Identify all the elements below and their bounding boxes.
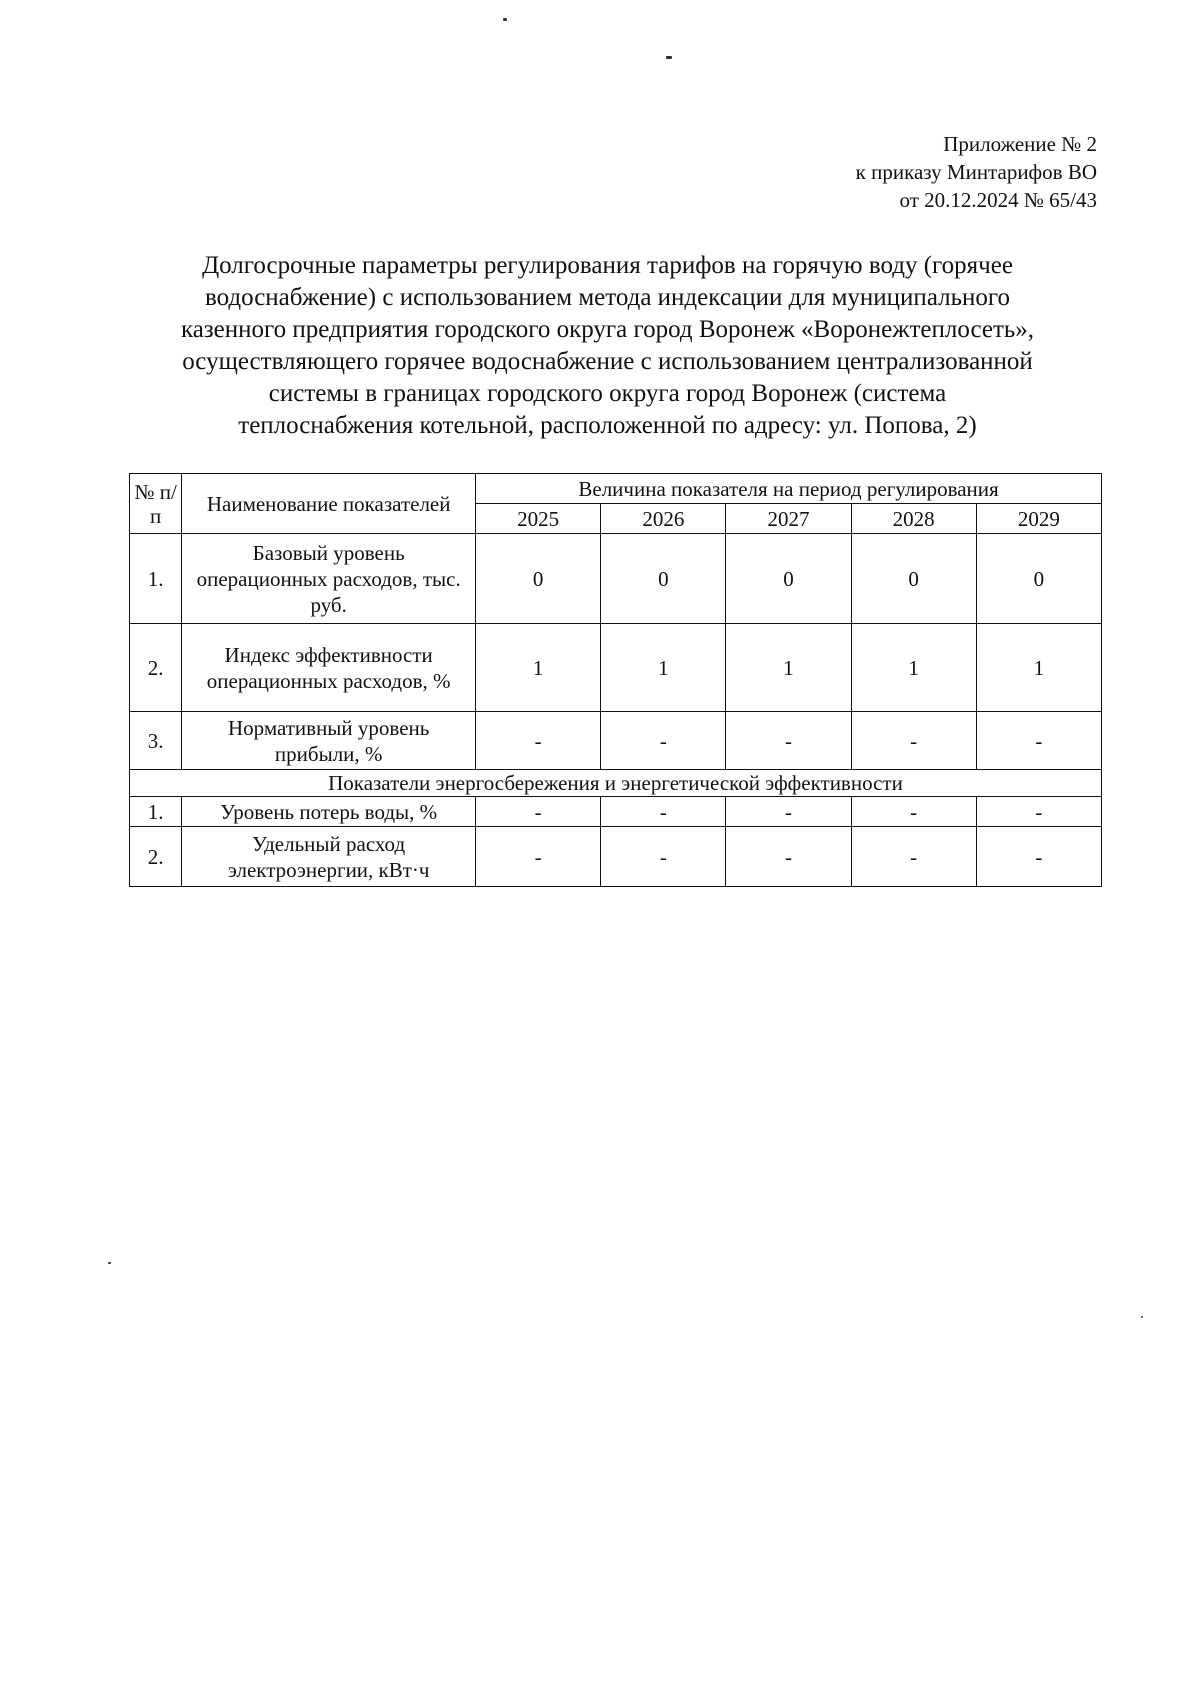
header-num: № п/п xyxy=(130,474,182,534)
row-value: - xyxy=(851,712,976,770)
title-line: системы в границах городского округа город Воронеж (система xyxy=(268,380,947,407)
header-name: Наименование показателей xyxy=(182,474,476,534)
row-num: 2. xyxy=(130,624,182,712)
scan-speck xyxy=(108,1262,111,1264)
header-year: 2026 xyxy=(601,504,726,534)
table-row xyxy=(130,624,1102,712)
row-value: 1 xyxy=(476,624,601,712)
row-value: - xyxy=(726,712,851,770)
row-name: Нормативный уровень прибыли, % xyxy=(182,712,476,770)
appendix-number: Приложение № 2 xyxy=(943,132,1097,156)
row-value: 1 xyxy=(851,624,976,712)
row-name: Индекс эффективности операционных расходов, % xyxy=(182,624,476,712)
appendix-date: от 20.12.2024 № 65/43 xyxy=(899,188,1097,212)
row-value: 0 xyxy=(476,534,601,624)
row-value: 0 xyxy=(726,534,851,624)
header-year: 2028 xyxy=(851,504,976,534)
row-value: 1 xyxy=(976,624,1101,712)
row-value: - xyxy=(601,712,726,770)
header-period: Величина показателя на период регулирования xyxy=(476,474,1102,504)
row-num: 1. xyxy=(130,797,182,827)
table-row xyxy=(130,712,1102,770)
table-header-row xyxy=(130,474,1102,504)
title-line: Долгосрочные параметры регулирования тарифов на горячую воду (горячее xyxy=(202,252,1013,279)
appendix-reference xyxy=(856,130,1097,214)
section-title: Показатели энергосбережения и энергетической эффективности xyxy=(130,770,1102,797)
row-value: 0 xyxy=(601,534,726,624)
row-value: - xyxy=(726,827,851,887)
row-value: - xyxy=(851,797,976,827)
row-value: - xyxy=(476,797,601,827)
header-year: 2027 xyxy=(726,504,851,534)
header-year: 2029 xyxy=(976,504,1101,534)
row-value: - xyxy=(726,797,851,827)
row-value: 0 xyxy=(976,534,1101,624)
table-row xyxy=(130,797,1102,827)
row-name: Удельный расход электроэнергии, кВт·ч xyxy=(182,827,476,887)
row-value: - xyxy=(976,827,1101,887)
title-line: теплоснабжения котельной, расположенной по адресу: ул. Попова, 2) xyxy=(238,412,977,439)
title-line: водоснабжение) с использованием метода индексации для муниципального xyxy=(204,284,1011,311)
document-title xyxy=(110,250,1105,442)
row-num: 2. xyxy=(130,827,182,887)
table-row xyxy=(130,534,1102,624)
row-value: - xyxy=(851,827,976,887)
scan-speck xyxy=(666,56,672,59)
scan-speck xyxy=(503,18,507,21)
row-value: - xyxy=(476,827,601,887)
row-value: - xyxy=(976,797,1101,827)
header-year: 2025 xyxy=(476,504,601,534)
row-value: - xyxy=(476,712,601,770)
appendix-order: к приказу Минтарифов ВО xyxy=(855,160,1097,184)
title-line: казенного предприятия городского округа город Воронеж «Воронежтеплосеть», xyxy=(180,316,1035,343)
row-value: - xyxy=(601,827,726,887)
row-num: 1. xyxy=(130,534,182,624)
row-value: 0 xyxy=(851,534,976,624)
scan-speck xyxy=(1141,1316,1143,1318)
row-value: 1 xyxy=(726,624,851,712)
table-row xyxy=(130,827,1102,887)
row-name: Уровень потерь воды, % xyxy=(182,797,476,827)
section-title-row xyxy=(130,770,1102,797)
row-name: Базовый уровень операционных расходов, тыс. руб. xyxy=(182,534,476,624)
row-value: - xyxy=(601,797,726,827)
row-num: 3. xyxy=(130,712,182,770)
row-value: - xyxy=(976,712,1101,770)
row-value: 1 xyxy=(601,624,726,712)
title-line: осуществляющего горячее водоснабжение с использованием централизованной xyxy=(182,348,1033,375)
parameters-table xyxy=(129,473,1102,887)
